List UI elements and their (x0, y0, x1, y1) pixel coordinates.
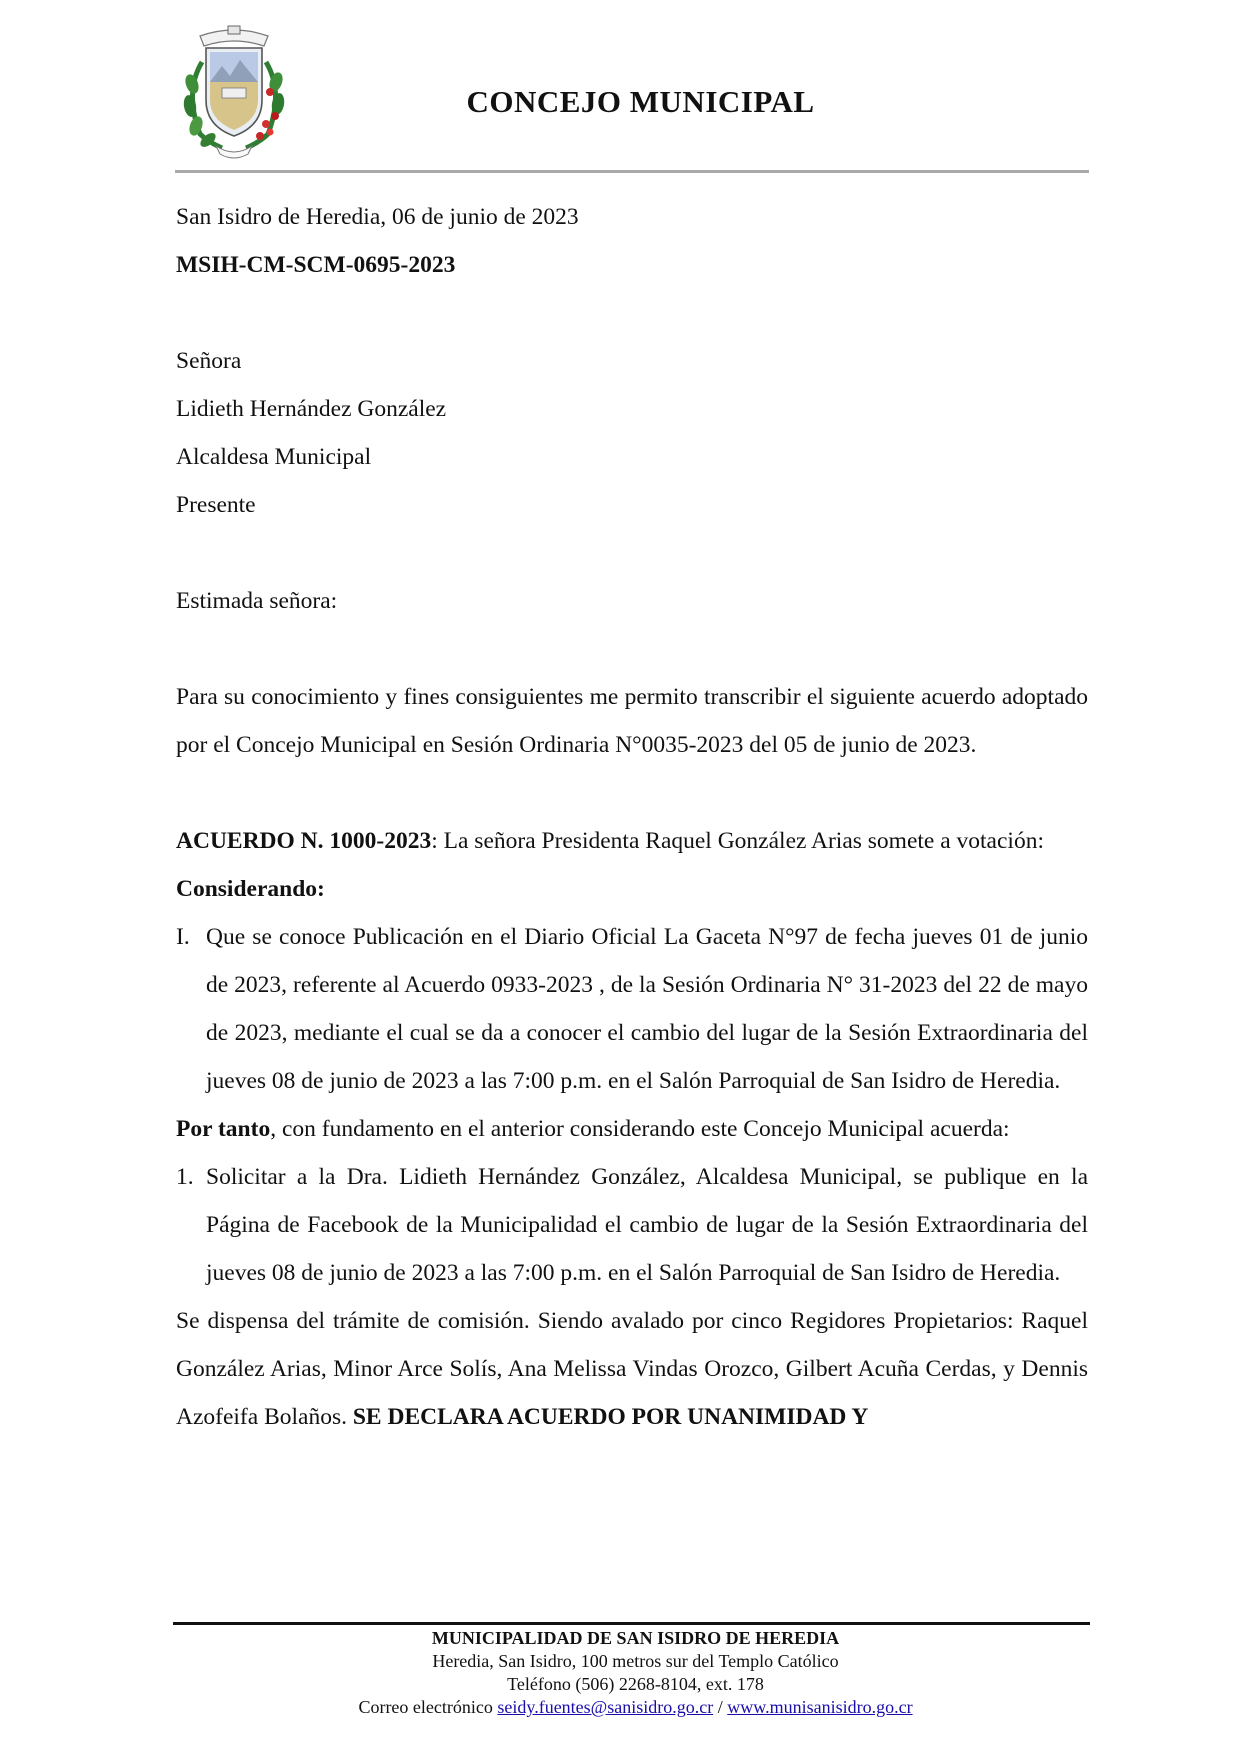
place-date: San Isidro de Heredia, 06 de junio de 2023 (176, 204, 579, 230)
por-tanto-label: Por tanto (176, 1116, 271, 1142)
considerando-item (176, 913, 1088, 1105)
footer-email-label: Correo electrónico (358, 1697, 498, 1717)
resolution-item (176, 1153, 1088, 1297)
footer-contact (30, 1696, 1241, 1719)
por-tanto-paragraph (176, 1105, 1088, 1153)
recipient-position: Alcaldesa Municipal (176, 444, 372, 470)
resolution-text: Solicitar a la Dra. Lidieth Hernández González, Alcaldesa Municipal, se publique en la Página de Facebook de la Municipalidad el cambio de lugar de la Sesión Extraordinaria del jueves 08 de junio de 2023 a las 7:00 p.m. en el Salón Parroquial de San Isidro de Heredia. (206, 1164, 1088, 1286)
recipient-salutation: Señora (176, 348, 242, 374)
footer-website-link[interactable]: www.munisanisidro.go.cr (727, 1697, 913, 1717)
agreement-text: : La señora Presidenta Raquel González Arias somete a votación: (431, 828, 1044, 854)
footer-divider (173, 1622, 1090, 1625)
footer-email-link[interactable]: seidy.fuentes@sanisidro.go.cr (497, 1697, 714, 1717)
page-title: CONCEJO MUNICIPAL (466, 84, 815, 119)
spacer (176, 769, 1088, 817)
footer-org: MUNICIPALIDAD DE SAN ISIDRO DE HEREDIA (431, 1628, 840, 1648)
list-marker: 1. (176, 1164, 194, 1190)
spacer (176, 625, 1088, 673)
footer-address: Heredia, San Isidro, 100 metros sur del Templo Católico (432, 1651, 839, 1671)
recipient-name: Lidieth Hernández González (176, 396, 447, 422)
considerando-text: Que se conoce Publicación en el Diario Oficial La Gaceta N°97 de fecha jueves 01 de junio de 2023, referente al Acuerdo 0933-2023 , de la Sesión Ordinaria N° 31-2023 del 22 de mayo de 2023, mediante el cual se da a conocer el cambio del lugar de la Sesión Extraordinaria del jueves 08 de junio de 2023 a las 7:00 p.m. en el Salón Parroquial de San Isidro de Heredia. (206, 924, 1088, 1094)
spacer (176, 529, 1088, 577)
letter-body (176, 193, 1088, 1441)
closing-paragraph (176, 1297, 1088, 1441)
footer-phone: Teléfono (506) 2268-8104, ext. 178 (507, 1674, 764, 1694)
spacer (176, 289, 1088, 337)
recipient-presente: Presente (176, 492, 256, 518)
por-tanto-text: , con fundamento en el anterior considerando este Concejo Municipal acuerda: (270, 1116, 1010, 1142)
agreement-heading (176, 817, 1088, 865)
document-reference: MSIH-CM-SCM-0695-2023 (176, 252, 456, 278)
closing-declaration: SE DECLARA ACUERDO POR UNANIMIDAD Y (352, 1404, 869, 1430)
header-divider (175, 170, 1089, 173)
greeting: Estimada señora: (176, 588, 338, 614)
agreement-label: ACUERDO N. 1000-2023 (176, 828, 432, 854)
intro-paragraph: Para su conocimiento y fines consiguientes me permito transcribir el siguiente acuerdo adoptado por el Concejo Municipal en Sesión Ordinaria N°0035-2023 del 05 de junio de 2023. (176, 684, 1088, 758)
list-marker: I. (176, 924, 190, 950)
footer (0, 1627, 1241, 1719)
considerando-label: Considerando: (176, 876, 325, 902)
footer-separator: / (713, 1697, 728, 1717)
closing-text: Se dispensa del trámite de comisión. Siendo avalado por cinco Regidores Propietarios: Raquel González Arias, Minor Arce Solís, Ana Melissa Vindas Orozco, Gilbert Acuña Cerdas, y Dennis Azofeifa Bolaños. (176, 1308, 1088, 1430)
